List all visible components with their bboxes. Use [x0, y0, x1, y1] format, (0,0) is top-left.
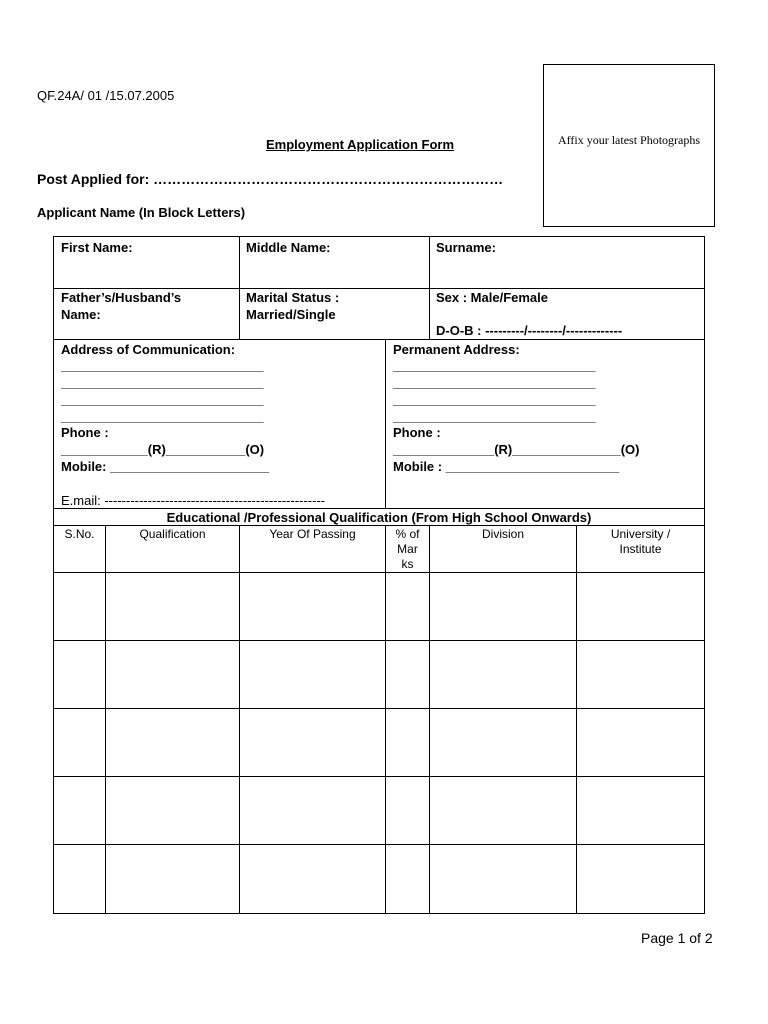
col-divider	[105, 525, 106, 913]
page-number: Page 1 of 2	[641, 930, 713, 946]
phone-label-left: Phone :	[61, 425, 109, 440]
mobile-field-left[interactable]: Mobile: ______________________	[61, 459, 270, 474]
row-divider	[54, 572, 704, 573]
col-header-marks-1: % of	[395, 527, 420, 541]
permanent-address-line[interactable]: ____________________________	[393, 358, 596, 373]
col-header-qualification: Qualification	[139, 527, 206, 541]
photo-box	[543, 64, 715, 227]
phone-field-right[interactable]: ______________(R)_______________(O)	[393, 442, 640, 457]
photo-instruction: Affix your latest Photographs	[557, 133, 701, 147]
row-divider	[54, 844, 704, 845]
education-heading: Educational /Professional Qualification (From High School Onwards)	[166, 510, 592, 525]
phone-label-right: Phone :	[393, 425, 441, 440]
communication-address-line[interactable]: ____________________________	[61, 375, 264, 390]
email-field[interactable]: E.mail: ---------------------------------------------------	[61, 493, 326, 508]
col-divider	[576, 525, 577, 913]
row-divider	[54, 640, 704, 641]
col-header-university-2: Institute	[619, 542, 662, 556]
permanent-address-label: Permanent Address:	[393, 342, 520, 357]
communication-address-line[interactable]: ____________________________	[61, 358, 264, 373]
father-husband-label-line2: Name:	[61, 307, 101, 322]
col-divider	[385, 339, 386, 508]
col-header-university-1: University /	[610, 527, 671, 541]
col-header-marks-2: Mar	[397, 542, 418, 556]
phone-field-left[interactable]: ____________(R)___________(O)	[61, 442, 265, 457]
col-header-division: Division	[481, 527, 524, 541]
permanent-address-line[interactable]: ____________________________	[393, 375, 596, 390]
form-code: QF.24A/ 01 /15.07.2005	[37, 88, 175, 103]
surname-label[interactable]: Surname:	[436, 240, 496, 255]
middle-name-label[interactable]: Middle Name:	[246, 240, 331, 255]
form-title: Employment Application Form	[266, 137, 455, 152]
col-divider	[429, 525, 430, 913]
row-divider	[54, 776, 704, 777]
father-husband-label-line1[interactable]: Father’s/Husband’s	[61, 290, 182, 305]
marital-status-options: Married/Single	[246, 307, 336, 322]
communication-address-line[interactable]: ____________________________	[61, 392, 264, 407]
col-divider	[429, 237, 430, 339]
post-applied-label: Post Applied for:	[37, 171, 150, 187]
marital-status-label[interactable]: Marital Status :	[246, 290, 340, 305]
col-header-sno: S.No.	[64, 527, 95, 541]
applicant-heading: Applicant Name (In Block Letters)	[37, 205, 246, 220]
permanent-address-line[interactable]: ____________________________	[393, 409, 596, 424]
col-header-year: Year Of Passing	[269, 527, 356, 541]
mobile-field-right[interactable]: Mobile : ________________________	[393, 459, 620, 474]
dob-field[interactable]: D-O-B : ---------/--------/-------------	[436, 323, 623, 338]
row-divider	[54, 339, 704, 340]
row-divider	[54, 708, 704, 709]
col-divider	[239, 525, 240, 913]
post-applied-field[interactable]: …………………………………………………………………	[153, 171, 504, 187]
application-table	[53, 236, 705, 914]
first-name-label[interactable]: First Name:	[61, 240, 133, 255]
communication-address-label: Address of Communication:	[61, 342, 236, 357]
col-header-marks-3: ks	[401, 557, 414, 571]
col-divider	[385, 525, 386, 913]
sex-field[interactable]: Sex : Male/Female	[436, 290, 548, 305]
col-divider	[239, 237, 240, 339]
post-applied-row	[37, 171, 503, 187]
communication-address-line[interactable]: ____________________________	[61, 409, 264, 424]
permanent-address-line[interactable]: ____________________________	[393, 392, 596, 407]
